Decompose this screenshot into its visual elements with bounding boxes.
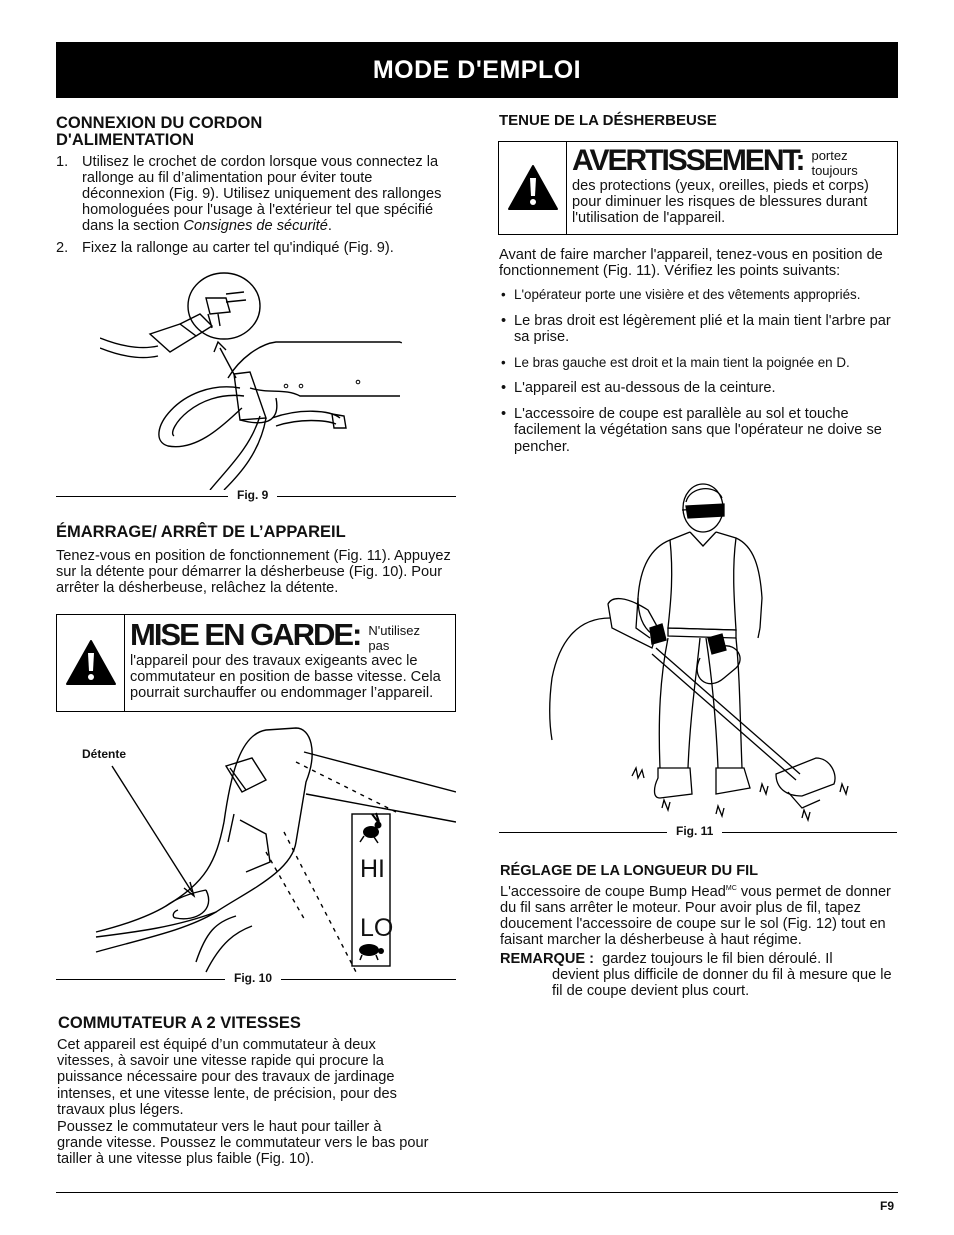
warning-body: des protections (yeux, oreilles, pieds et corps) pour diminuer les risques de blessures durant l'utilisation de l'appareil. xyxy=(572,178,869,226)
caution-lead: N'utilisez pas xyxy=(368,623,420,653)
warning-content xyxy=(567,142,897,234)
caution-body: l'appareil pour des travaux exigeants avec le commutateur en position de basse vitesse. Cela pourrait surchauffer ou endommager l’appareil. xyxy=(130,653,441,701)
warning-title: AVERTISSEMENT: xyxy=(572,144,804,177)
fig10-illustration xyxy=(56,722,456,974)
checklist-item: • Le bras gauche est droit et la main tient la poignée en D. xyxy=(500,355,898,372)
fig11-illustration xyxy=(540,478,870,828)
fig10-label: Fig. 10 xyxy=(225,971,281,985)
checklist-item: • L'accessoire de coupe est parallèle au sol et touche facilement la végétation sans que l'opérateur ne doive se pencher. xyxy=(500,406,898,456)
caution-content xyxy=(125,615,455,711)
checklist-item: • Le bras droit est légèrement plié et la main tient l'arbre par sa prise. xyxy=(500,313,898,346)
checklist-item: • L'appareil est au-dessous de la ceinture. xyxy=(500,380,898,397)
page-banner: MODE D'EMPLOI xyxy=(56,42,898,98)
fig9-illustration xyxy=(100,268,420,490)
fig11-label: Fig. 11 xyxy=(667,824,722,838)
footer-rule xyxy=(56,1192,898,1193)
cord-heading: CONNEXION DU CORDON D'ALIMENTATION xyxy=(56,114,263,149)
speed-para1: Cet appareil est équipé d’un commutateur à deux vitesses, à savoir une vitesse rapide qui procure la puissance nécessaire pour des travaux de jardinage intenses, et une vitesse lente, de précision, pour des travaux plus légers. xyxy=(57,1037,397,1118)
start-heading: ÉMARRAGE/ ARRÊT DE L’APPAREIL xyxy=(56,523,346,541)
line-heading: RÉGLAGE DE LA LONGUEUR DU FIL xyxy=(500,863,759,879)
warning-lead: portez toujours xyxy=(811,148,858,178)
caution-box xyxy=(56,614,456,712)
speed-para2: Poussez le commutateur vers le haut pour tailler à grande vitesse. Poussez le commutateur vers le bas pour tailler à une vitesse plus faible (Fig. 10). xyxy=(57,1119,429,1168)
note-first: gardez toujours le fil bien déroulé. Il xyxy=(602,951,833,967)
speed-heading: COMMUTATEUR A 2 VITESSES xyxy=(58,1014,301,1032)
warning-triangle-icon xyxy=(507,164,559,212)
caution-title: MISE EN GARDE: xyxy=(130,617,361,652)
fig10-callout: Détente xyxy=(82,747,127,761)
warning-triangle-icon xyxy=(65,639,117,687)
line-body: L'accessoire de coupe Bump Head$^{MC}$ vous permet de donner du fil sans arrêter le moteur. Pour avoir plus de fil, tapez doucement l'accessoire de coupe sur le sol (Fig. 12) tout en faisant marcher la désherbeuse à haut régime. xyxy=(500,883,891,949)
note-rest: devient plus difficile de donner du fil à mesure que le fil de coupe devient plus court. xyxy=(552,967,892,1000)
cord-steps xyxy=(56,154,456,262)
start-body: Tenez-vous en position de fonctionnement (Fig. 11). Appuyez sur la détente pour démarrer la désherbeuse (Fig. 10). Pour arrêter la désherbeuse, relâchez la détente. xyxy=(56,548,451,597)
line-note xyxy=(500,951,898,1000)
hold-checklist xyxy=(500,287,898,464)
hold-heading: TENUE DE LA DÉSHERBEUSE xyxy=(499,112,717,129)
warning-icon-cell xyxy=(499,142,567,234)
warning-box xyxy=(498,141,898,235)
hold-intro: Avant de faire marcher l'appareil, tenez-vous en position de fonctionnement (Fig. 11). Vérifiez les points suivants: xyxy=(499,247,883,280)
hi-label: HI xyxy=(360,855,385,883)
note-label: REMARQUE : xyxy=(500,951,595,967)
page-number: F9 xyxy=(880,1199,895,1213)
caution-warning-icon-cell xyxy=(57,615,125,711)
checklist-item: • L'opérateur porte une visière et des vêtements appropriés. xyxy=(500,287,898,304)
lo-label: LO xyxy=(360,914,394,942)
cord-step-2: 2. Fixez la rallonge au carter tel qu'indiqué (Fig. 9). xyxy=(56,240,394,256)
cord-step-1: 1. Utilisez le crochet de cordon lorsque vous connectez la rallonge au fil d’alimentation pour éviter toute déconnexion (Fig. 9). Utilisez uniquement des rallonges homologuées pour l'usage à l'extérieur tel que spécifié dans la section Consignes de sécurité. xyxy=(56,154,442,234)
fig9-label: Fig. 9 xyxy=(228,488,277,502)
